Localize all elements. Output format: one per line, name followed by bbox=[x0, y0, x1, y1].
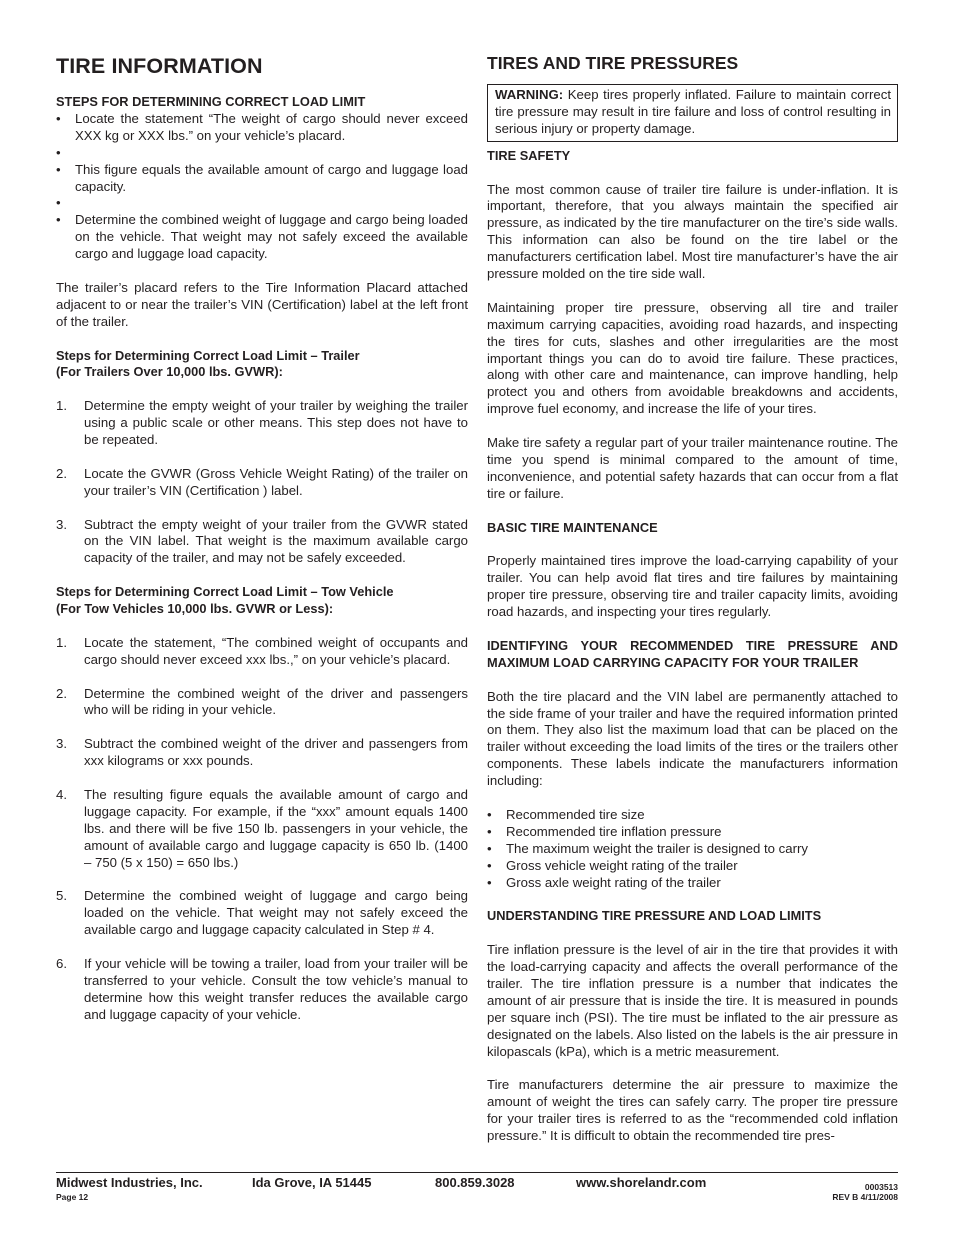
tire-safety-paragraph-3: Make tire safety a regular part of your trailer maintenance routine. The time you spend is minimal compared to the amount of time, inconvenience, and potential safety hazards that can occur from a flat tire or failure. bbox=[487, 435, 898, 501]
step-number: 5. bbox=[56, 888, 67, 904]
list-item bbox=[56, 517, 468, 568]
list-item: • Recommended tire size bbox=[487, 807, 898, 824]
step-number: 3. bbox=[56, 516, 67, 532]
identifying-heading: IDENTIFYING YOUR RECOMMENDED TIRE PRESSURE AND MAXIMUM LOAD CARRYING CAPACITY FOR YOUR TRAILER bbox=[487, 637, 898, 670]
page-number: Page 12 bbox=[56, 1192, 89, 1202]
step-number: 1. bbox=[56, 398, 67, 414]
step-number: 3. bbox=[56, 736, 67, 752]
warning-text: Keep tires properly inflated. Failure to maintain correct tire pressure may result in tire failure and loss of control resulting in serious injury or property damage. bbox=[495, 87, 891, 136]
list-item bbox=[56, 635, 468, 669]
trailer-steps-list bbox=[56, 398, 468, 567]
warning-box bbox=[487, 84, 898, 142]
step-number: 6. bbox=[56, 956, 67, 971]
list-spacer bbox=[56, 500, 468, 517]
list-spacer bbox=[56, 770, 468, 787]
step-number: 4. bbox=[56, 786, 67, 802]
tow-steps-heading: Steps for Determining Correct Load Limit – Tow Vehicle bbox=[56, 584, 394, 600]
list-item bbox=[56, 787, 468, 872]
placard-paragraph: The trailer’s placard refers to the Tire Information Placard attached adjacent to or near the trailer’s VIN (Certification) label at the left front of the trailer. bbox=[56, 279, 468, 329]
list-item: • Gross axle weight rating of the trailer bbox=[487, 875, 898, 892]
understanding-paragraph-1: Tire inflation pressure is the level of air in the tire that provides it with the load-carrying capacity and affects the overall performance of the trailer. The tire inflation pressure is a number that indicates the amount of air pressure that is inside the tire. It is measured in pounds per square inch (PSI). The tire must be inflated to the air pressure as designated on the labels. Also listed on the labels is the air pressure in kilopascals (kPa), which is a metric measurement. bbox=[487, 942, 898, 1059]
list-item bbox=[56, 398, 468, 449]
doc-number: 0003513 bbox=[864, 1182, 898, 1192]
steps-heading: STEPS FOR DETERMINING CORRECT LOAD LIMIT bbox=[56, 94, 366, 109]
understanding-paragraph-2: Tire manufacturers determine the air pressure to maximize the amount of weight the tires can safely carry. The proper tire pressure for your trailer tires is referred to as the “recommended cold inflation pressure.” It is difficult to obtain the recommended tire pres- bbox=[487, 1077, 898, 1144]
right-column bbox=[487, 50, 898, 1145]
section-title: TIRES AND TIRE PRESSURES bbox=[487, 53, 739, 73]
revision: REV B 4/11/2008 bbox=[832, 1192, 898, 1202]
list-spacer bbox=[56, 195, 468, 212]
list-item: • Gross vehicle weight rating of the trailer bbox=[487, 858, 898, 875]
list-spacer bbox=[56, 145, 468, 162]
left-column bbox=[56, 50, 468, 1024]
list-spacer bbox=[56, 669, 468, 686]
steps-bullet-list bbox=[56, 111, 468, 263]
step-text: The resulting figure equals the available amount of cargo and luggage capacity. For example, if the “xxx” amount equals 1400 lbs. and there will be five 150 lb. passengers in your vehicle, the amount of available cargo and luggage capacity is 650 lb. (1400 – 750 (5 x 150) = 650 lbs.) bbox=[84, 786, 468, 870]
list-item: • Locate the statement “The weight of cargo should never exceed XXX kg or XXX lbs.” on your vehicle’s placard. bbox=[56, 111, 468, 145]
warning-label: WARNING: bbox=[495, 87, 564, 102]
step-number: 2. bbox=[56, 685, 67, 701]
tire-safety-paragraph-1: The most common cause of trailer tire failure is under-inflation. It is important, therefore, that you always maintain the specified air pressure, as indicated by the tire manufacturer on the tire’s side walls. This information can also be found on the tire label or the manufacturers certification label. Most tire manufacturer’s have the air pressure molded on the tire side wall. bbox=[487, 181, 898, 282]
footer-phone: 800.859.3028 bbox=[435, 1175, 515, 1190]
list-spacer bbox=[56, 939, 468, 956]
step-text: Determine the combined weight of luggage and cargo being loaded on the vehicle. That weight may not safely exceed the available cargo and luggage capacity calculated in Step # 4. bbox=[84, 888, 468, 938]
list-spacer bbox=[56, 872, 468, 889]
step-text: Locate the GVWR (Gross Vehicle Weight Rating) of the trailer on your trailer’s VIN (Certification ) label. bbox=[84, 465, 468, 498]
list-item: • This figure equals the available amount of cargo and luggage load capacity. bbox=[56, 162, 468, 196]
step-text: Subtract the combined weight of the driver and passengers from xxx kilograms or xxx pounds. bbox=[84, 736, 468, 769]
step-text: Subtract the empty weight of your trailer from the GVWR stated on the VIN label. That weight is the maximum available cargo capacity of the trailer, and may not be safely exceeded. bbox=[84, 516, 468, 566]
footer-divider bbox=[56, 1172, 898, 1173]
tire-safety-heading: TIRE SAFETY bbox=[487, 147, 571, 163]
step-text: If your vehicle will be towing a trailer, load from your trailer will be transferred to your vehicle. Consult the tow vehicle’s manual to determine how this weight transfer reduces the available cargo and luggage capacity of your vehicle. bbox=[84, 956, 468, 1022]
step-number: 1. bbox=[56, 634, 67, 650]
list-item: • The maximum weight the trailer is designed to carry bbox=[487, 841, 898, 858]
footer-website: www.shorelandr.com bbox=[576, 1175, 707, 1190]
step-text: Determine the combined weight of the driver and passengers who will be riding in your vehicle. bbox=[84, 685, 468, 718]
step-number: 2. bbox=[56, 465, 67, 481]
step-text: Locate the statement, “The combined weight of occupants and cargo should never exceed xxx lbs.,” on your vehicle’s placard. bbox=[84, 634, 468, 667]
list-item bbox=[56, 466, 468, 500]
tire-safety-paragraph-2: Maintaining proper tire pressure, observing all tire and trailer maximum carrying capacities, avoiding road hazards, and inspecting the tires for cuts, slashes and other irregularities are the most important things you can do to avoid tire failure. These practices, along with other care and maintenance, can improve handling, help protect you and others from avoidable breakdowns and accidents, improve fuel economy, and increase the life of your tires. bbox=[487, 299, 898, 417]
list-spacer bbox=[56, 449, 468, 466]
step-text: Determine the empty weight of your trailer by weighing the trailer using a public scale or other means. This step does not have to be repeated. bbox=[84, 398, 468, 448]
list-spacer bbox=[56, 719, 468, 736]
tow-steps-subheading: (For Tow Vehicles 10,000 lbs. GVWR or Less): bbox=[56, 601, 334, 617]
trailer-steps-heading: Steps for Determining Correct Load Limit – Trailer bbox=[56, 347, 360, 363]
trailer-steps-subheading: (For Trailers Over 10,000 lbs. GVWR): bbox=[56, 364, 283, 380]
page-title: TIRE INFORMATION bbox=[56, 54, 263, 78]
basic-maintenance-heading: BASIC TIRE MAINTENANCE bbox=[487, 519, 658, 535]
list-item bbox=[56, 956, 468, 1024]
tow-steps-list bbox=[56, 635, 468, 1024]
footer-city: Ida Grove, IA 51445 bbox=[252, 1175, 372, 1190]
identifying-paragraph: Both the tire placard and the VIN label are permanently attached to the side frame of your trailer and have the required information printed on them. They also list the maximum load that can be placed on the trailer without exceeding the load limits of the tires or the trailers other components. These labels indicate the manufacturers information including: bbox=[487, 688, 898, 789]
list-item bbox=[56, 888, 468, 939]
basic-maintenance-paragraph: Properly maintained tires improve the load-carrying capability of your trailer. You can help avoid flat tires and tire failures by maintaining proper tire pressure, observing tire and trailer capacity limits, avoiding road hazards, and inspecting your tires regularly. bbox=[487, 553, 898, 620]
understanding-heading: UNDERSTANDING TIRE PRESSURE AND LOAD LIMITS bbox=[487, 908, 822, 924]
footer-company: Midwest Industries, Inc. bbox=[56, 1175, 203, 1190]
list-item bbox=[56, 686, 468, 720]
list-item: • Recommended tire inflation pressure bbox=[487, 824, 898, 841]
page-footer bbox=[56, 1175, 898, 1205]
label-info-list bbox=[487, 807, 898, 892]
list-item: • Determine the combined weight of luggage and cargo being loaded on the vehicle. That weight may not safely exceed the available cargo and luggage load capacity. bbox=[56, 212, 468, 263]
list-item bbox=[56, 736, 468, 770]
